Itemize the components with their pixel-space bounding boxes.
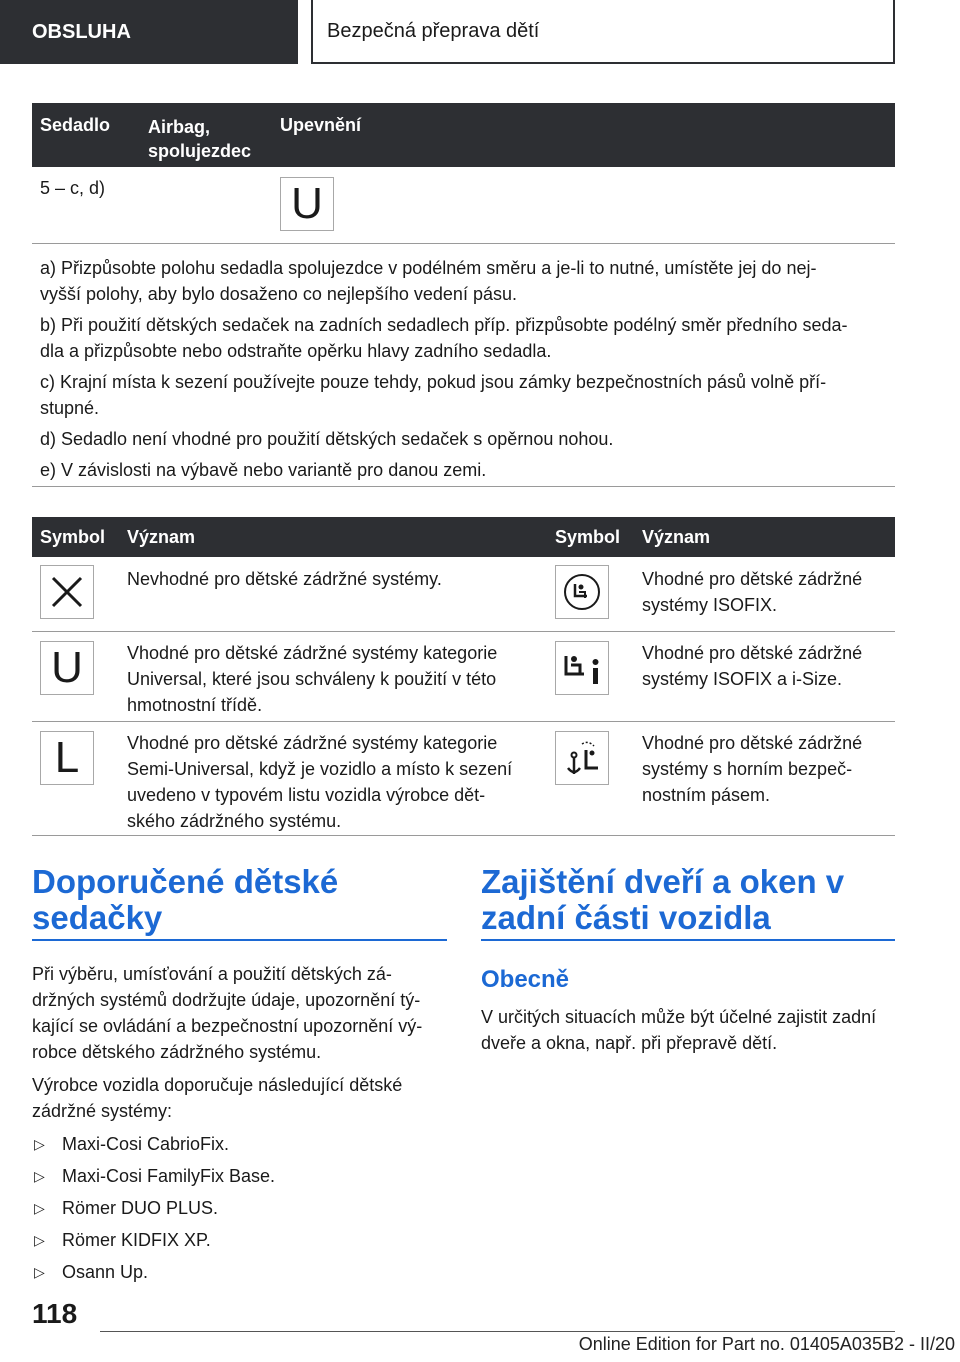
semi-universal-symbol <box>40 731 94 785</box>
footnote-line: a) Přizpůsobte polohu sedadla spolujezdce v podélném směru a je-li to nutné, umístěte jej do nej- <box>40 258 817 278</box>
edition-note: Online Edition for Part no. 01405A035B2 - II/20 <box>578 1334 955 1354</box>
fixing-column-header: Upevnění <box>280 115 362 135</box>
meaning-cell <box>127 640 497 718</box>
letter-u-icon: U <box>51 643 83 692</box>
footnote-d <box>40 426 890 452</box>
meaning-line: systémy ISOFIX a i-Size. <box>642 669 843 689</box>
rear-lock-body <box>481 1004 901 1056</box>
seat-column-header: Sedadlo <box>40 115 111 135</box>
list-item <box>32 1163 452 1195</box>
top-tether-icon <box>555 731 609 785</box>
bullet-triangle-icon: ▷ <box>34 1168 45 1184</box>
recommended-list <box>32 1131 452 1291</box>
meaning-line: Vhodné pro dětské zádržné <box>642 733 863 753</box>
divider <box>32 721 895 722</box>
meaning-line: Universal, které jsou schváleny k použití v této <box>127 669 497 689</box>
list-item-text: Osann Up. <box>62 1262 149 1282</box>
meaning-cell <box>127 566 442 592</box>
heading-rule <box>32 939 447 941</box>
bullet-triangle-icon: ▷ <box>34 1200 45 1216</box>
footer-rule <box>100 1331 895 1332</box>
divider <box>32 835 895 836</box>
seat-cell: 5 – c, d) <box>40 178 106 198</box>
list-item-text: Römer DUO PLUS. <box>62 1198 219 1218</box>
list-item <box>32 1131 452 1163</box>
text-line: kající se ovládání a bezpečnostní upozornění vý- <box>32 1016 423 1036</box>
page-number: 118 <box>32 1298 78 1329</box>
footnote-line: b) Při použití dětských sedaček na zadních sedadlech příp. přizpůsobte podélný směr předního seda- <box>40 315 848 335</box>
symbol-table-header <box>32 517 895 557</box>
divider <box>32 243 895 244</box>
universal-symbol <box>280 177 334 231</box>
meaning-column-header: Význam <box>642 527 711 547</box>
meaning-line: hmotnostní třídě. <box>127 695 263 715</box>
meaning-cell <box>642 730 862 808</box>
recommended-body <box>32 961 452 1291</box>
text-line: zádržné systémy: <box>32 1101 173 1121</box>
heading-line: Zajištění dveří a oken v <box>481 863 845 900</box>
seat-table-header <box>32 103 895 167</box>
heading-rule <box>481 939 895 941</box>
footnote-c <box>40 369 890 421</box>
footnote-line: e) V závislosti na výbavě nebo variantě pro danou zemi. <box>40 460 487 480</box>
heading-line: zadní části vozidla <box>481 899 771 936</box>
bullet-triangle-icon: ▷ <box>34 1264 45 1280</box>
bullet-triangle-icon: ▷ <box>34 1232 45 1248</box>
isofix-seat-icon <box>555 565 609 619</box>
paragraph <box>32 1072 452 1124</box>
meaning-line: systémy s horním bezpeč- <box>642 759 853 779</box>
heading-line: Doporučené dětské <box>32 863 339 900</box>
symbol-column-header: Symbol <box>40 527 106 547</box>
list-item-text: Maxi-Cosi CabrioFix. <box>62 1134 230 1154</box>
meaning-cell <box>127 730 512 834</box>
meaning-line: Vhodné pro dětské zádržné systémy kategorie <box>127 733 498 753</box>
footnote-line: stupné. <box>40 398 100 418</box>
divider <box>32 486 895 487</box>
symbol-column-header: Symbol <box>555 527 621 547</box>
meaning-line: ského zádržného systému. <box>127 811 342 831</box>
list-item <box>32 1259 452 1291</box>
chapter-title-box <box>311 0 895 64</box>
text-line: V určitých situacích může být účelné zajistit zadní <box>481 1007 877 1027</box>
section-tab <box>0 0 298 64</box>
footnote-b <box>40 312 890 364</box>
text-line: držných systémů dodržujte údaje, upozornění tý- <box>32 990 421 1010</box>
text-line: Výrobce vozidla doporučuje následující dětské <box>32 1075 403 1095</box>
chapter-title: Bezpečná přeprava dětí <box>327 19 540 42</box>
footnotes <box>40 255 890 488</box>
footnote-e <box>40 457 890 483</box>
meaning-line: nostním pásem. <box>642 785 771 805</box>
meaning-cell <box>642 640 862 692</box>
letter-l-icon: L <box>54 733 80 782</box>
airbag-column-header <box>148 115 251 163</box>
recommended-heading <box>32 864 452 936</box>
meaning-line: uvedeno v typovém listu vozidla výrobce dět- <box>127 785 486 805</box>
meaning-line: systémy ISOFIX. <box>642 595 778 615</box>
airbag-header-line: spolujezdec <box>148 141 252 161</box>
bullet-triangle-icon: ▷ <box>34 1136 45 1152</box>
subheading: Obecně <box>481 966 570 993</box>
footnote-line: dla a přizpůsobte nebo odstraňte opěrku hlavy zadního sedadla. <box>40 341 552 361</box>
text-line: dveře a okna, např. při přepravě dětí. <box>481 1033 778 1053</box>
meaning-line: Vhodné pro dětské zádržné <box>642 643 863 663</box>
meaning-column-header: Význam <box>127 527 196 547</box>
meaning-line: Vhodné pro dětské zádržné <box>642 569 863 589</box>
text-line: robce dětského zádržného systému. <box>32 1042 322 1062</box>
rear-lock-heading <box>481 864 901 936</box>
meaning-line: Vhodné pro dětské zádržné systémy kategorie <box>127 643 498 663</box>
universal-symbol <box>40 641 94 695</box>
meaning-line: Nevhodné pro dětské zádržné systémy. <box>127 569 442 589</box>
isofix-i-size-icon <box>555 641 609 695</box>
footnote-a <box>40 255 890 307</box>
meaning-cell <box>642 566 862 618</box>
footnote-line: d) Sedadlo není vhodné pro použití dětských sedaček s opěrnou nohou. <box>40 429 614 449</box>
text-line: Při výběru, umísťování a použití dětských zá- <box>32 964 392 984</box>
heading-line: sedačky <box>32 899 163 936</box>
meaning-line: Semi-Universal, když je vozidlo a místo k sezení <box>127 759 513 779</box>
paragraph <box>32 961 452 1065</box>
cross-icon <box>40 565 94 619</box>
footnote-line: c) Krajní místa k sezení používejte pouze tehdy, pokud jsou zámky bezpečnostních pásů volně pří- <box>40 372 827 392</box>
list-item <box>32 1195 452 1227</box>
list-item-text: Römer KIDFIX XP. <box>62 1230 211 1250</box>
airbag-header-line: Airbag, <box>148 117 211 137</box>
list-item <box>32 1227 452 1259</box>
footnote-line: vyšší polohy, aby bylo dosaženo co nejlepšího vedení pásu. <box>40 284 517 304</box>
letter-u-icon: U <box>291 179 323 228</box>
divider <box>32 631 895 632</box>
list-item-text: Maxi-Cosi FamilyFix Base. <box>62 1166 276 1186</box>
section-label: OBSLUHA <box>32 20 131 43</box>
